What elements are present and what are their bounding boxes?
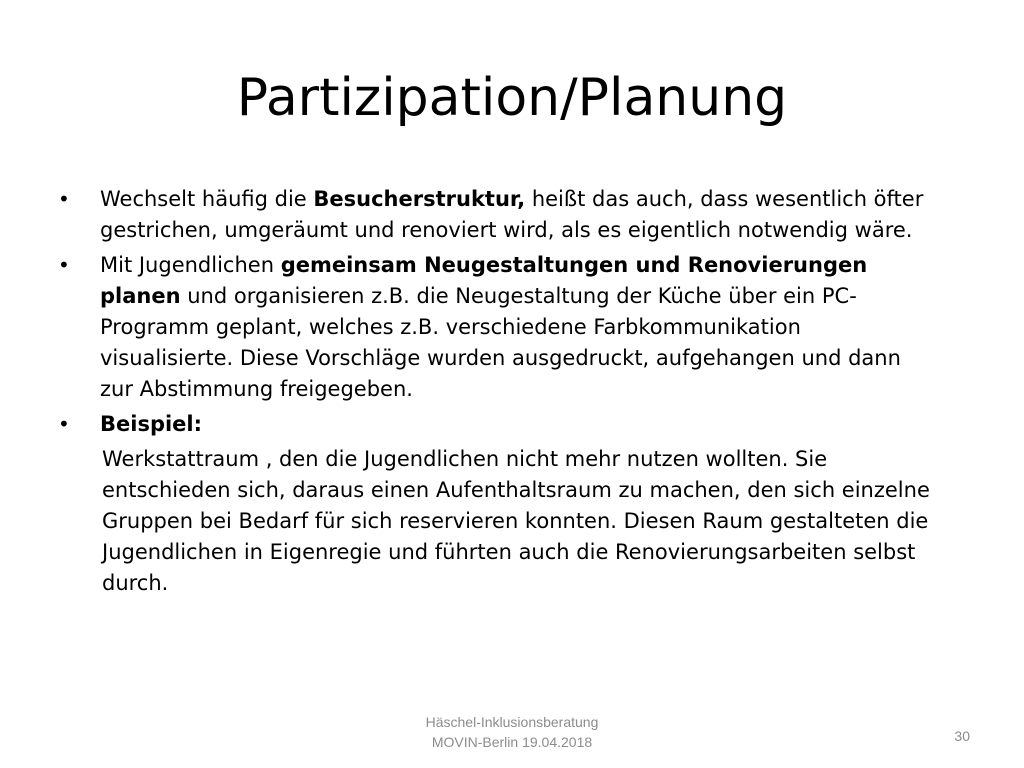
footer-event-date: MOVIN-Berlin 19.04.2018 [431,734,593,750]
slide-footer [362,712,662,752]
slide-title: Partizipation/Planung [236,68,788,128]
bullet-text [100,409,938,440]
slide-content [58,184,938,599]
bullet-text-regular: und organisieren z.B. die Neugestaltung der Küche über ein PC-Programm geplant, welches z.B. verschiedene Farbkommunikation visualisierte. Diese Vorschläge wurden ausgedruckt, aufgehangen und dann zur Abstimmung freigegeben. [100,284,901,401]
bullet-text-bold: Beispiel: [100,412,203,436]
bullet-text-regular: heißt das auch, dass wesentlich öfter gestrichen, umgeräumt und renoviert wird, als es eigentlich notwendig wäre. [100,187,924,242]
footer-author: Häschel-Inklusionsberatung [425,714,599,730]
bullet-dot-icon: • [58,187,70,211]
bullet-item [58,184,938,246]
example-paragraph: Werkstattraum , den die Jugendlichen nicht mehr nutzen wollten. Sie entschieden sich, daraus einen Aufenthaltsraum zu machen, den sich einzelne Gruppen bei Bedarf für sich reservieren konnten. Diesen Raum gestalteten die Jugendlichen in Eigenregie und führten auch die Renovierungsarbeiten selbst durch. [102,447,930,595]
bullet-text [100,184,938,246]
bullet-text-regular: Mit Jugendlichen [100,253,281,277]
bullet-dot-icon: • [58,253,70,277]
bullet-text [100,250,938,405]
bullet-text-regular: Wechselt häufig die [100,187,314,211]
bullet-item [58,409,938,440]
bullet-item [58,250,938,405]
bullet-text-bold: Besucherstruktur, [313,187,526,211]
page-number: 30 [954,728,970,744]
bullet-text-bold: gemeinsam Neugestaltungen und Renovierungen planen [100,253,868,308]
bullet-dot-icon: • [58,412,70,436]
